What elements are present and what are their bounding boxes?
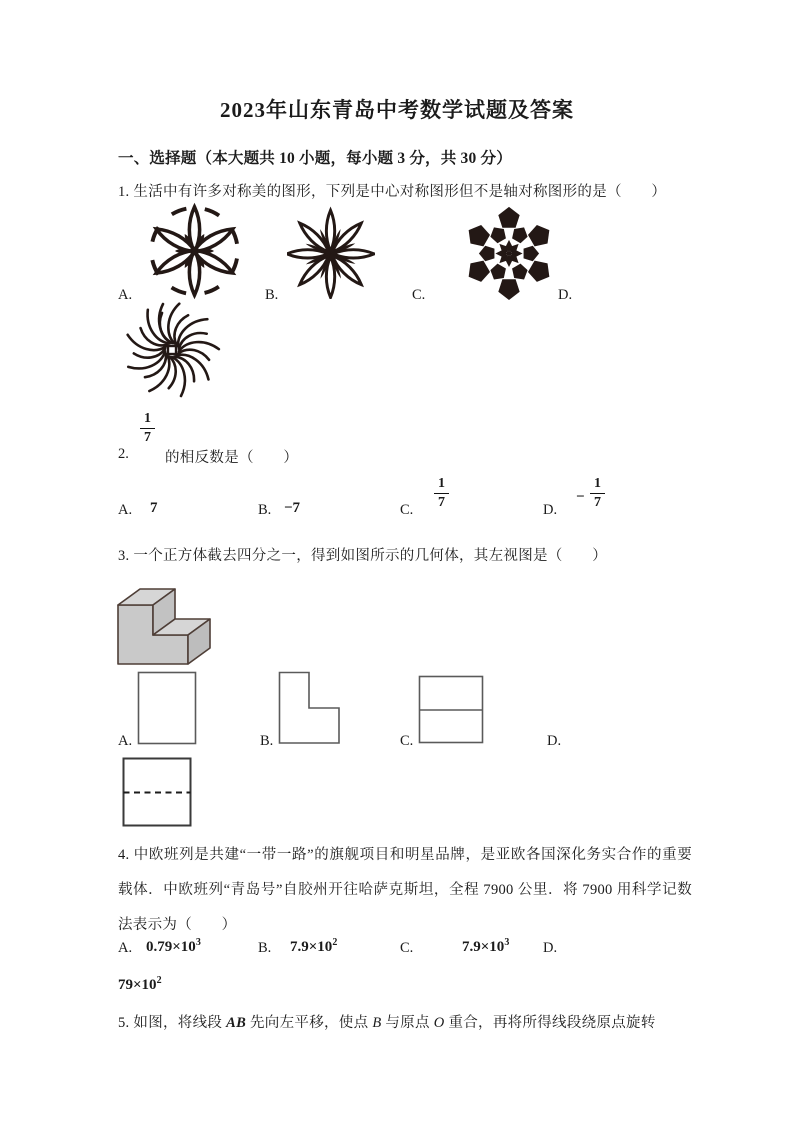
q4-option-label-c: C.	[400, 940, 414, 956]
question-3-stem: 3. 一个正方体截去四分之一，得到如图所示的几何体，其左视图是（ ）	[118, 548, 607, 564]
q2-option-value-b: −7	[284, 500, 301, 516]
q2-option-value-c-fraction	[434, 477, 449, 510]
q2-option-value-d-fraction	[590, 477, 605, 510]
figure-q3-option-a-square	[137, 671, 197, 746]
q4-option-value-b	[290, 937, 337, 956]
q4-a-base: 0.79×10	[146, 939, 196, 955]
q4-option-label-b: B.	[258, 940, 272, 956]
q2-option-value-a: 7	[150, 500, 158, 516]
q1-option-label-b: B.	[265, 287, 279, 303]
q2-frac-denominator: 7	[144, 430, 151, 445]
q2-c-numerator: 1	[434, 477, 449, 494]
q4-option-label-a: A.	[118, 940, 133, 956]
q5-segment-ab-label: AB	[226, 1015, 247, 1031]
q4-option-value-d-wrapped	[118, 975, 162, 994]
q3-option-label-a: A.	[118, 733, 133, 749]
q3-option-label-c: C.	[400, 733, 414, 749]
q4-d-exponent: 2	[156, 975, 162, 986]
q4-c-exponent: 3	[504, 937, 510, 948]
question-5-stem	[118, 1011, 656, 1032]
q2-frac-numerator: 1	[140, 412, 155, 429]
question-1-stem: 1. 生活中有许多对称美的图形，下列是中心对称图形但不是轴对称图形的是（ ）	[118, 184, 667, 200]
figure-q3-option-c-square-midline	[418, 675, 485, 745]
q5-text-pre: 5. 如图，将线段	[118, 1015, 227, 1031]
section-heading: 一、选择题（本大题共 10 小题，每小题 3 分，共 30 分）	[118, 150, 512, 167]
q2-number: 2.	[118, 446, 129, 462]
q4-a-exponent: 3	[195, 937, 201, 948]
figure-q1-a-star-flower-icon	[137, 202, 252, 300]
figure-q3-option-d-dashed-square	[122, 757, 193, 828]
q5-text-mid2: 与原点	[381, 1015, 434, 1031]
q4-b-exponent: 2	[332, 937, 338, 948]
q3-option-label-b: B.	[260, 733, 274, 749]
figure-q1-b-petal-flower-icon	[287, 205, 375, 299]
q2-stem-text: 的相反数是（ ）	[165, 450, 299, 466]
q2-d-denominator: 7	[594, 495, 601, 510]
q1-option-label-c: C.	[412, 287, 426, 303]
q2-option-label-b: B.	[258, 502, 272, 518]
q2-option-label-d: D.	[543, 502, 558, 518]
q3-option-label-d: D.	[547, 733, 562, 749]
page-title: 2023年山东青岛中考数学试题及答案	[220, 98, 574, 122]
q5-text-mid1: 先向左平移，使点	[246, 1015, 373, 1031]
figure-q1-c-snowflake-icon	[460, 203, 558, 302]
q5-origin-o-label: O	[433, 1015, 445, 1031]
q2-c-denominator: 7	[438, 495, 445, 510]
figure-q3-option-b-l-shape	[278, 671, 341, 746]
q2-option-label-a: A.	[118, 502, 133, 518]
q2-d-minus-sign: −	[576, 489, 585, 505]
q5-text-post: 重合，再将所得线段绕原点旋转	[444, 1015, 656, 1031]
q1-option-label-a: A.	[118, 287, 133, 303]
q2-stem-fraction	[140, 412, 155, 445]
q4-c-base: 7.9×10	[462, 939, 505, 955]
q4-d-base: 79×10	[118, 977, 157, 993]
q1-option-label-d: D.	[558, 287, 573, 303]
q4-option-value-a	[146, 937, 201, 956]
q4-b-base: 7.9×10	[290, 939, 333, 955]
q4-option-label-d: D.	[543, 940, 558, 956]
q2-option-label-c: C.	[400, 502, 414, 518]
q2-d-numerator: 1	[590, 477, 605, 494]
figure-q1-d-spiral-icon	[112, 302, 232, 400]
q5-point-b-label: B	[372, 1015, 382, 1031]
q4-option-value-c	[462, 937, 509, 956]
figure-q3-l-shaped-solid	[112, 568, 290, 668]
question-4-stem: 4. 中欧班列是共建“一带一路”的旗舰项目和明星品牌，是亚欧各国深化务实合作的重要载体．中欧班列“青岛号”自胶州开往哈萨克斯坦，全程 7900 公里．将 7900 用科学记数法表示为（ ）	[118, 847, 692, 933]
